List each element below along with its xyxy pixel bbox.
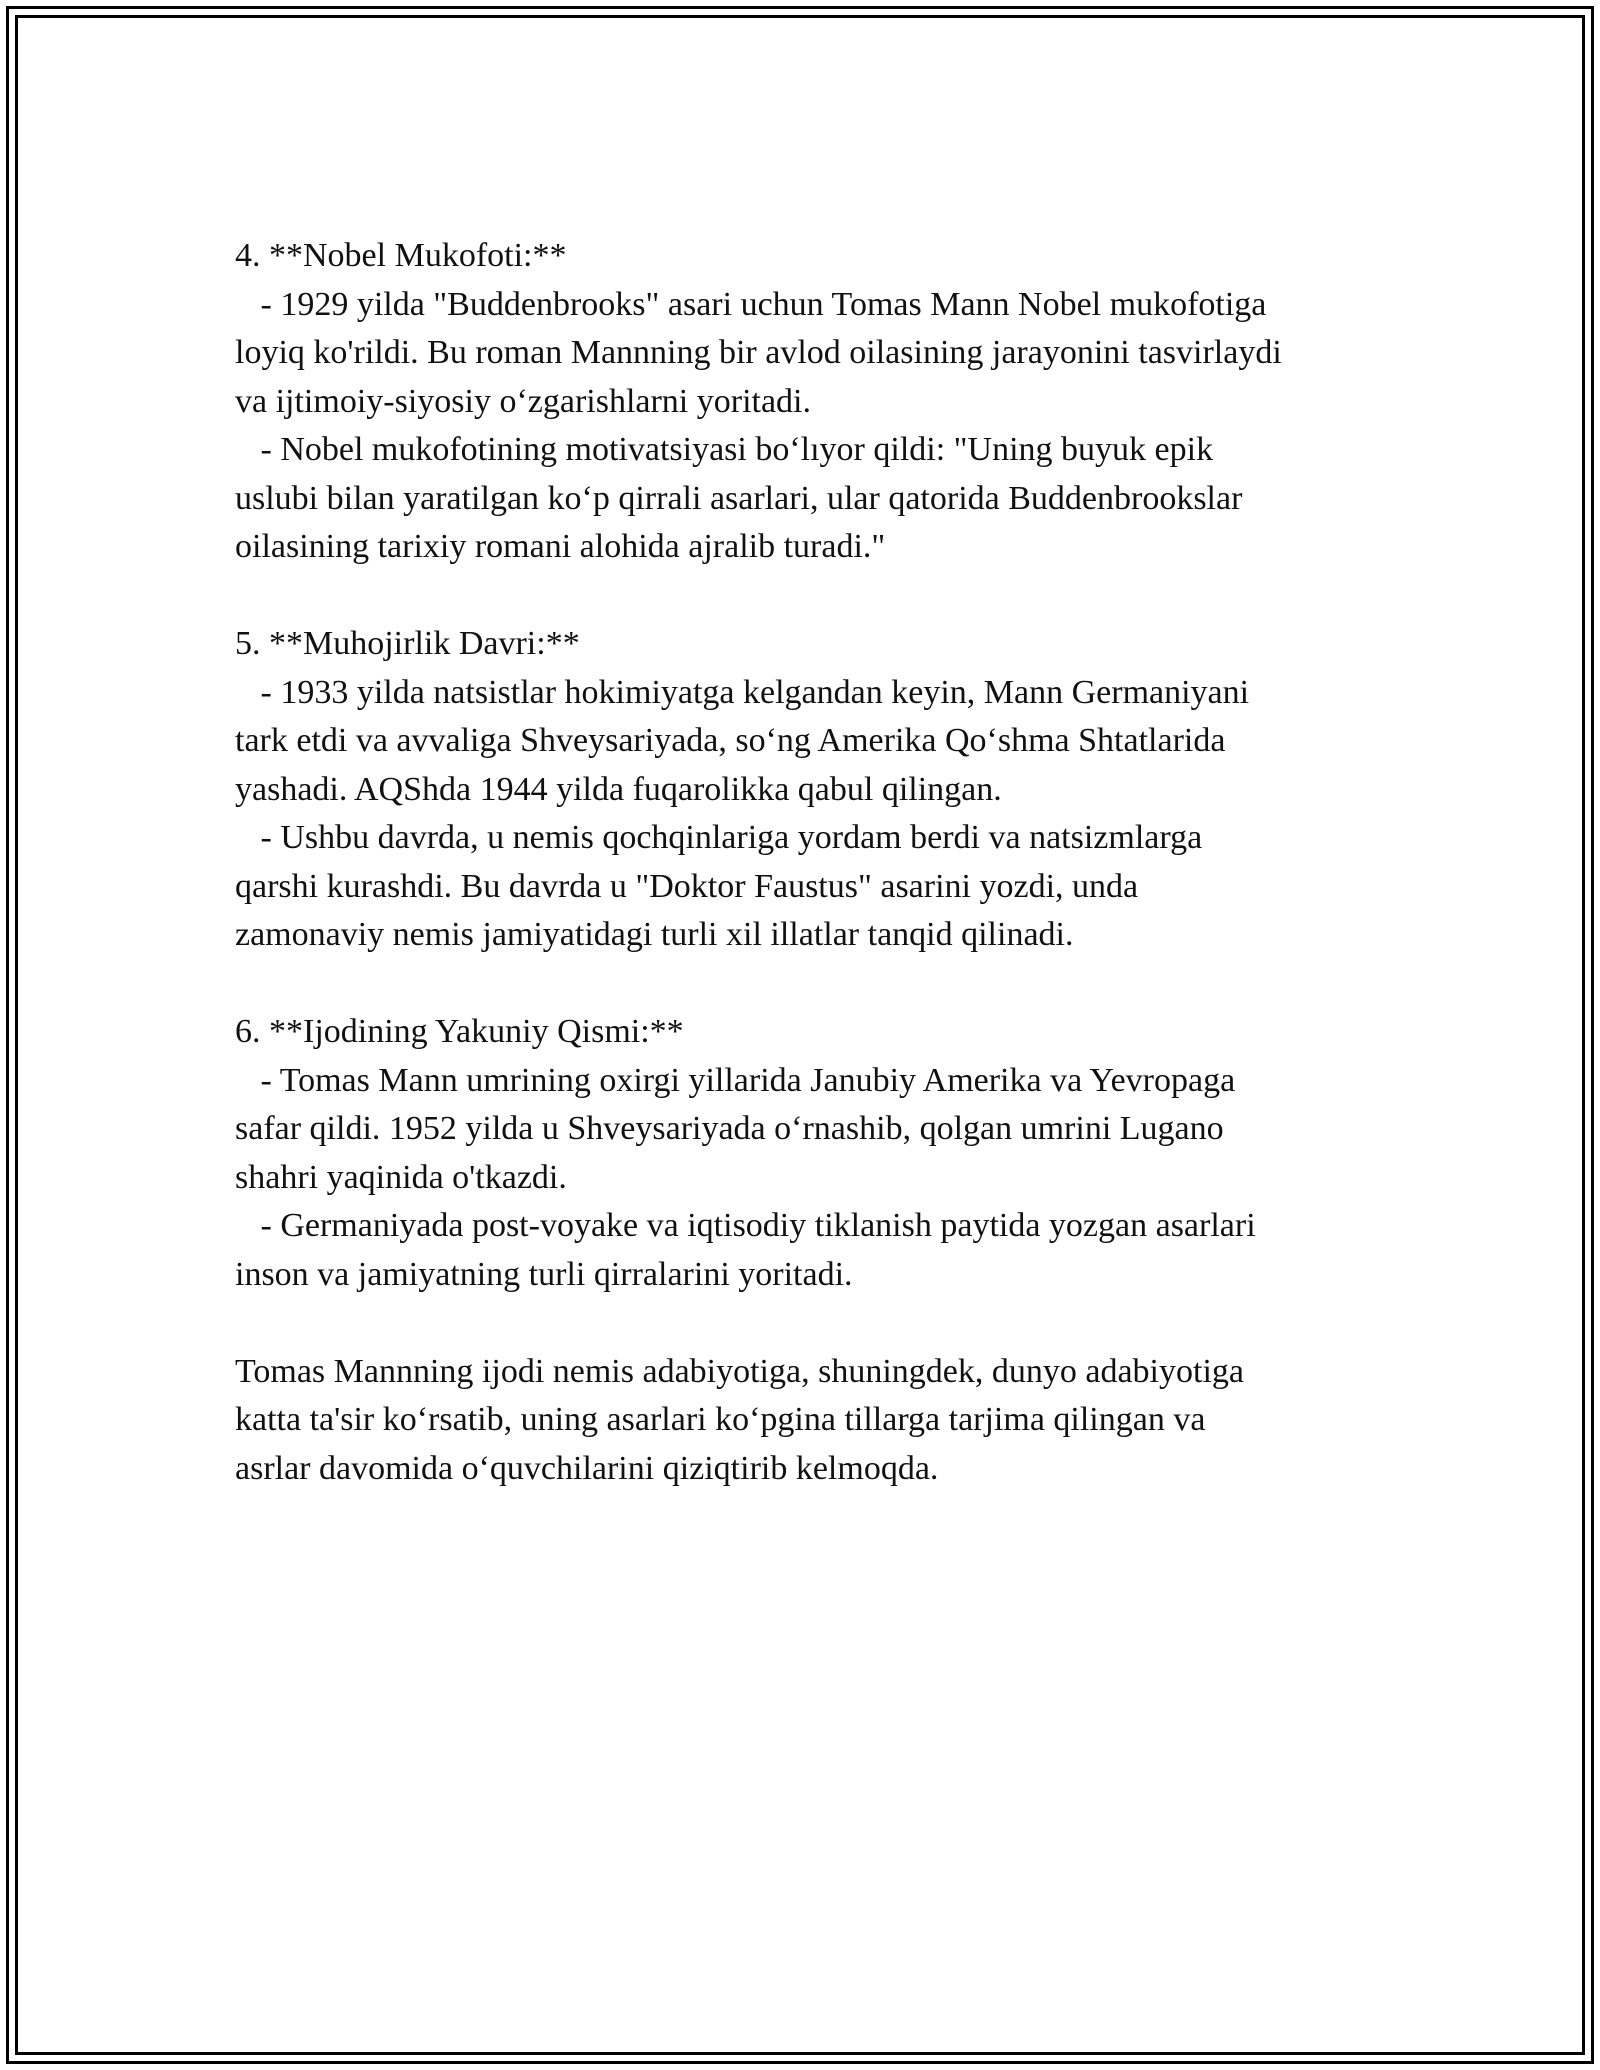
section-heading: 4. **Nobel Mukofoti:** [235, 237, 567, 274]
text-line: - Nobel mukofotining motivatsiyasi boʻlıyor qildi: "Uning buyuk epik [235, 431, 1214, 468]
text-line: uslubi bilan yaratilgan koʻp qirrali asarlari, ular qatorida Buddenbrookslar [235, 479, 1243, 517]
document-body [235, 232, 1385, 1493]
text-line: - 1933 yilda natsistlar hokimiyatga kelgandan keyin, Mann Germaniyani [235, 673, 1250, 711]
text-line: - Ushbu davrda, u nemis qochqinlariga yordam berdi va natsizmlarga [235, 819, 1203, 856]
bullet-item [235, 814, 1385, 960]
text-line: qarshi kurashdi. Bu davrda u "Doktor Faustus" asarini yozdi, unda [235, 867, 1139, 905]
text-line: shahri yaqinida o'tkazdi. [235, 1158, 567, 1196]
text-line: - Tomas Mann umrining oxirgi yillarida Janubiy Amerika va Yevropaga [235, 1061, 1236, 1099]
bullet-item [235, 1057, 1385, 1203]
text-line: - Germaniyada post-voyake va iqtisodiy tiklanish paytida yozgan asarlari [235, 1207, 1256, 1244]
section-heading: 6. **Ijodining Yakuniy Qismi:** [235, 1013, 684, 1050]
section-final-works [235, 1008, 1385, 1299]
text-line: loyiq ko'rildi. Bu roman Mannning bir avlod oilasining jarayonini tasvirlaydi [235, 334, 1282, 371]
text-line: katta ta'sir koʻrsatib, uning asarlari koʻpgina tillarga tarjima qilingan va [235, 1401, 1206, 1438]
text-line: inson va jamiyatning turli qirralarini yoritadi. [235, 1255, 853, 1293]
paragraph-gap [235, 1299, 1385, 1348]
bullet-item [235, 426, 1385, 572]
text-line: zamonaviy nemis jamiyatidagi turli xil illatlar tanqid qilinadi. [235, 916, 1074, 953]
paragraph-gap [235, 960, 1385, 1009]
text-line: va ijtimoiy-siyosiy oʻzgarishlarni yoritadi. [235, 382, 812, 420]
text-line: - 1929 yilda "Buddenbrooks" asari uchun Tomas Mann Nobel mukofotiga [235, 285, 1267, 323]
text-line: oilasining tarixiy romani alohida ajralib turadi." [235, 528, 886, 565]
section-heading: 5. **Muhojirlik Davri:** [235, 625, 580, 662]
text-line: tark etdi va avvaliga Shveysariyada, soʻng Amerika Qoʻshma Shtatlarida [235, 722, 1226, 759]
bullet-item [235, 1202, 1385, 1299]
conclusion-paragraph [235, 1348, 1385, 1494]
bullet-item [235, 281, 1385, 427]
text-line: Tomas Mannning ijodi nemis adabiyotiga, shuningdek, dunyo adabiyotiga [235, 1352, 1244, 1390]
bullet-item [235, 669, 1385, 815]
section-nobel-prize [235, 232, 1385, 572]
text-line: safar qildi. 1952 yilda u Shveysariyada oʻrnashib, qolgan umrini Lugano [235, 1110, 1224, 1147]
paragraph-gap [235, 572, 1385, 621]
text-line: asrlar davomida oʻquvchilarini qiziqtirib kelmoqda. [235, 1449, 939, 1487]
text-line: yashadi. AQShda 1944 yilda fuqarolikka qabul qilingan. [235, 770, 1002, 808]
section-emigration-period [235, 620, 1385, 960]
